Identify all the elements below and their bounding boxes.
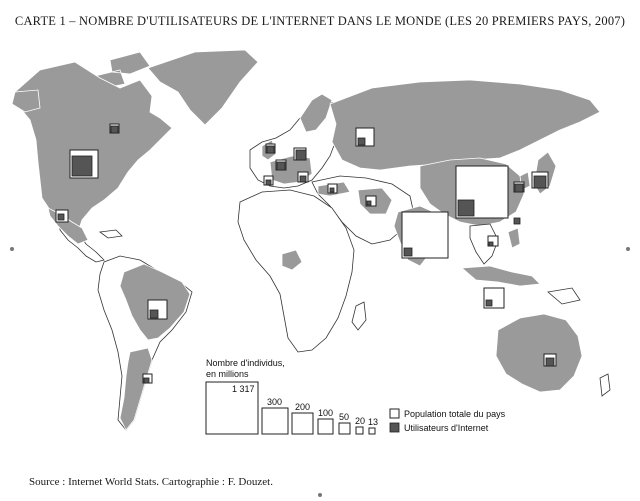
symbol-italy	[298, 172, 308, 182]
symbol-australia	[544, 354, 556, 366]
symbol-uk	[266, 144, 275, 153]
alaska-shape	[12, 90, 40, 112]
legend-value-200: 200	[295, 402, 311, 412]
africa-shape	[238, 190, 354, 352]
papua-shape	[548, 288, 580, 304]
legend-users-label: Utilisateurs d'Internet	[404, 423, 489, 433]
symbol-india	[402, 212, 448, 258]
symbol-canada	[110, 124, 119, 133]
symbol-thailand	[488, 236, 498, 246]
symbol-russia	[356, 128, 374, 146]
legend-population-label: Population totale du pays	[404, 409, 506, 419]
greenland-shape	[148, 50, 258, 125]
source-caption: Source : Internet World Stats. Cartographie : F. Douzet.	[29, 476, 273, 488]
indonesia-shape	[462, 266, 540, 286]
symbol-philippines	[514, 218, 520, 224]
legend-square-100	[318, 419, 333, 434]
legend-value-1317: 1 317	[232, 384, 255, 394]
legend-value-20: 20	[355, 416, 366, 426]
legend-value-300: 300	[267, 397, 283, 407]
legend-square-200	[292, 413, 313, 434]
symbol-japan	[532, 172, 548, 188]
legend-value-13: 13	[368, 417, 379, 427]
legend-population-swatch	[390, 409, 399, 418]
symbol-argentina	[143, 374, 152, 383]
legend-square-13	[369, 428, 375, 434]
symbol-mexico	[56, 210, 68, 222]
madagascar-shape	[352, 302, 366, 330]
north-america-shape	[14, 62, 172, 232]
philippines-shape	[508, 228, 520, 248]
legend-square-50	[339, 423, 350, 434]
legend-square-300	[262, 408, 288, 434]
symbol-usa	[70, 150, 98, 178]
symbol-france	[276, 160, 286, 170]
symbol-korea	[514, 182, 524, 192]
symbol-china	[456, 166, 508, 218]
map-title: CARTE 1 – NOMBRE D'UTILISATEURS DE L'INTERNET DANS LE MONDE (LES 20 PREMIERS PAYS, 2007)	[14, 14, 626, 28]
new-zealand-shape	[600, 374, 610, 396]
symbol-brazil	[148, 300, 167, 319]
legend-value-50: 50	[339, 412, 350, 422]
corner-dot	[318, 493, 322, 497]
legend-users-swatch	[390, 423, 399, 432]
legend-square-20	[356, 427, 363, 434]
corner-dot	[626, 247, 630, 251]
russia-shape	[330, 80, 600, 170]
symbol-turkey	[328, 184, 337, 193]
corner-dot	[10, 247, 14, 251]
symbol-germany	[294, 148, 306, 160]
legend-value-100: 100	[318, 408, 334, 418]
legend-size-title-line2: en millions	[206, 369, 249, 379]
symbol-iran	[366, 196, 376, 206]
australia-shape	[496, 314, 582, 392]
symbol-indonesia	[484, 288, 504, 308]
symbol-spain	[264, 176, 273, 185]
caribbean-shape	[100, 230, 122, 238]
legend-size-title-line1: Nombre d'individus,	[206, 358, 285, 368]
